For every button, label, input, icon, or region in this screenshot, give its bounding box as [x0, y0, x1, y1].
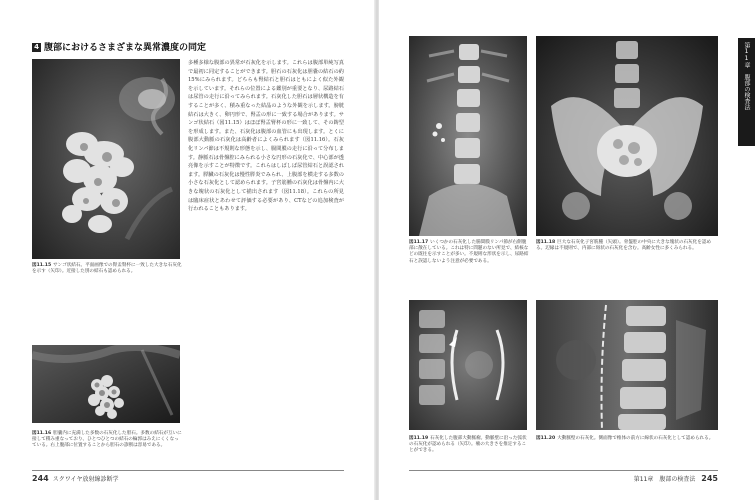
book-title: スクワイヤ放射線診断学 — [52, 476, 119, 483]
page-footer — [600, 474, 718, 483]
figure-number: 11.17 — [413, 240, 429, 245]
footer-rule — [32, 470, 344, 471]
xray-figure-11-20 — [536, 300, 718, 430]
chapter-tab-label: 第11章 腹部の検査法 — [743, 42, 750, 110]
xray-figure-11-16 — [32, 345, 180, 423]
figure-number: 11.16 — [36, 431, 52, 436]
footer-rule — [409, 470, 718, 471]
caption-text: サンゴ状結石。平面画像での腎盂腎杯に一致した大きな石灰化を示す（矢印）。近接した別の結石も認められる。 — [32, 263, 182, 275]
figure-number: 11.18 — [540, 240, 556, 245]
section-number: 4 — [32, 43, 41, 52]
body-text: 多種多様な腹部の異常が石灰化を示します。これらは腹部単純写真で最初に同定することができます。胆石の石灰化は胆嚢の結石の約15%にみられます。どちらも腎結石と胆石はともによく似た外観を示しています。それらの位置による鑑別が重要となり、尿路結石は尿管の走行に沿ってみられます。石灰化した胆石は層状構造を有することが多く、積み重なった結晶のような外観を示します。膀胱結石は大きく、卵円形で、腎盂の形に一致する場合があります。サンゴ状結石（図11.15）はほぼ腎盂腎杯の形に一致して、その鋳型を形成します。また、石灰化は腹部の血管にも出現します。とくに腹部大動脈の石灰化は高齢者によくみられます（図11.16）。石灰化リンパ節は不規則な形態を示し、腸間膜の走行に沿って分布します。静脈石は骨盤腔にみられる小さな円形の石灰化で、中心部が透亮像を示すことが特徴です。これらはしばしば尿管結石と誤認されます。膵臓の石灰化は慢性膵炎でみられ、上腹部を横走する多数の小さな石灰化として認められます。子宮筋腫の石灰化は骨盤内に大きな塊状の石灰化として描出されます（図11.18）。これらの所見は臨床症状とあわせて評価する必要があり、CTなどの追加検査が行われることもあります。 — [188, 60, 344, 213]
caption-text: いくつかの石灰化した腸間膜リンパ節が右側腹部に散在している。これは特に問題のない所見で、結核などの既往を示すことが多い。不規則な形状を示し、尿路結石と誤認しないよう注意が必要である。 — [409, 240, 529, 264]
figure-caption: 図11.20 大動脈壁の石灰化。側面像で椎体の前方に線状の石灰化として認められる。 — [536, 436, 714, 441]
figure-number: 11.19 — [413, 436, 429, 441]
section-title: 腹部におけるさまざまな異常濃度の同定 — [44, 43, 207, 53]
xray-figure-11-15 — [32, 59, 180, 259]
figure-caption: 図11.19 石灰化した腹部大動脈瘤。動脈壁に沿った弧状の石灰化が認められる（矢印）。瘤の大きさを推定することができる。 — [409, 436, 527, 454]
figure-number: 11.20 — [540, 436, 556, 441]
caption-text: 石灰化した腹部大動脈瘤。動脈壁に沿った弧状の石灰化が認められる（矢印）。瘤の大きさを推定することができる。 — [409, 436, 527, 454]
caption-text: 巨大な石灰化子宮筋腫（矢頭）。骨盤腔の中央に大きな塊状の石灰化を認める。辺縁は不規則で、内部に斑状の石灰化を含む。高齢女性に多くみられる。 — [536, 240, 712, 252]
chapter-tab — [738, 38, 755, 146]
page-footer — [32, 474, 119, 483]
caption-text: 大動脈壁の石灰化。側面像で椎体の前方に線状の石灰化として認められる。 — [557, 436, 714, 441]
figure-caption: 図11.16 胆嚢内に充満した多数の石灰化した胆石。多数の結石が互いに接して積み重なっており、ひとつひとつの結石の輪郭はみえにくくなっている。右上腹部に位置することから胆石の診断は容易である。 — [32, 431, 182, 449]
xray-figure-11-17 — [409, 36, 527, 236]
left-page — [0, 0, 376, 500]
caption-text: 胆嚢内に充満した多数の石灰化した胆石。多数の結石が互いに接して積み重なっており、ひとつひとつの結石の輪郭はみえにくくなっている。右上腹部に位置することから胆石の診断は容易である。 — [32, 431, 182, 449]
figure-caption: 図11.17 いくつかの石灰化した腸間膜リンパ節が右側腹部に散在している。これは特に問題のない所見で、結核などの既往を示すことが多い。不規則な形状を示し、尿路結石と誤認しないよう注意が必要である。 — [409, 240, 529, 264]
figure-caption: 図11.18 巨大な石灰化子宮筋腫（矢頭）。骨盤腔の中央に大きな塊状の石灰化を認める。辺縁は不規則で、内部に斑状の石灰化を含む。高齢女性に多くみられる。 — [536, 240, 712, 252]
xray-figure-11-18 — [536, 36, 718, 236]
chapter-title: 第11章 腹部の検査法 — [633, 476, 696, 483]
page-number: 244 — [32, 474, 49, 483]
figure-caption: 図11.15 サンゴ状結石。平面画像での腎盂腎杯に一致した大きな石灰化を示す（矢印）。近接した別の結石も認められる。 — [32, 263, 182, 275]
xray-figure-11-19 — [409, 300, 527, 430]
section-heading — [32, 40, 206, 53]
page-number: 245 — [701, 474, 718, 483]
figure-number: 11.15 — [36, 263, 52, 268]
